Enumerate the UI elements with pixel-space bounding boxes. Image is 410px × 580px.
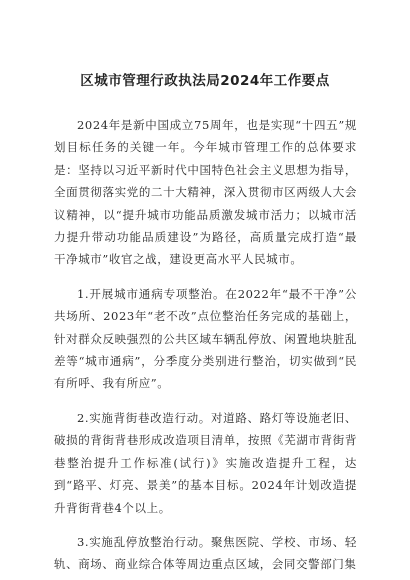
paragraph-item-3: 3.实施乱停放整治行动。聚焦医院、学校、市场、轻轨、商场、商业综合体等周边重点区域，会同交警部门集 [54, 534, 357, 572]
paragraph-intro: 2024年是新中国成立75周年，也是实现“十四五”规划目标任务的关键一年。今年城市管理工作的总体要求是：坚持以习近平新时代中国特色社会主义思想为指导，全面贯彻落实党的二十大精神，深入贯彻市区两级人大会议精神，以“提升城市功能品质激发城市活力；以城市活力提升带动功能品质建设”为路径，高质量完成打造“最干净城市”收官之战，建设更高水平人民城市。 [54, 118, 357, 267]
document-title: 区城市管理行政执法局2024年工作要点 [80, 73, 330, 89]
document-body [54, 114, 357, 580]
paragraph-item-1: 1.开展城市通病专项整治。在2022年“最不干净”公共场所、2023年“老不改”点位整治任务完成的基础上，针对群众反映强烈的公共区域车辆乱停放、闲置地块脏乱差等“城市通病”，分季度分类别进行整治，切实做到“民有所呼、我有所应”。 [54, 286, 357, 391]
paragraph-item-2: 2.实施背街巷改造行动。对道路、路灯等设施老旧、破损的背街背巷形成改造项目清单，按照《芜湖市背街背巷整治提升工作标准(试行)》实施改造提升工程，达到“路平、灯亮、景美”的基本目标。2024年计划改造提升背街背巷4个以上。 [54, 410, 357, 515]
